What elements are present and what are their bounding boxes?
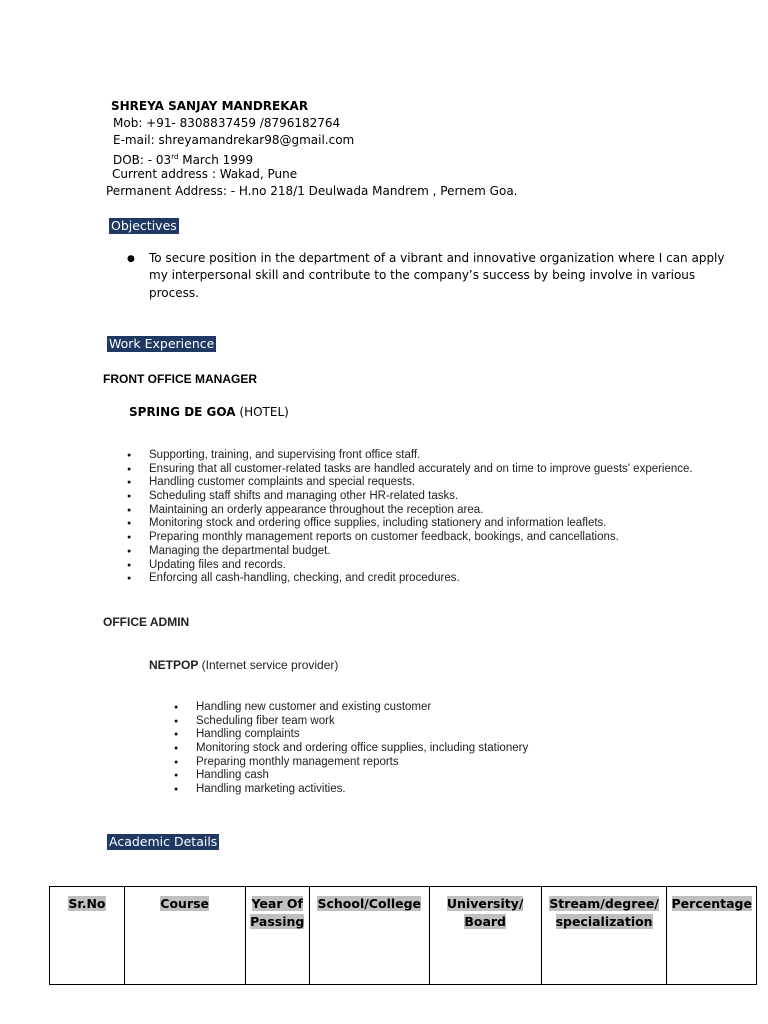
objective-bullet: ●: [127, 254, 135, 264]
list-item: ● Scheduling staff shifts and managing other HR-related tasks.: [149, 490, 693, 504]
list-item: ● Monitoring stock and ordering office supplies, including stationery: [196, 742, 528, 756]
column-header-sr-no: Sr.No: [50, 887, 125, 985]
column-header-course: Course: [124, 887, 245, 985]
list-item: ● Enforcing all cash-handling, checking, and credit procedures.: [149, 572, 693, 586]
table-header-row: [50, 887, 757, 985]
list-item: ● Handling cash: [196, 769, 528, 783]
column-header-university-board: University/ Board: [429, 887, 541, 985]
dob-suffix: March 1999: [178, 153, 254, 167]
list-item: ● Handling marketing activities.: [196, 783, 528, 797]
job-2-duties-list: [196, 701, 528, 797]
job-1-company-note: (HOTEL): [235, 405, 289, 419]
list-item: ● Supporting, training, and supervising front office staff.: [149, 449, 693, 463]
job-1-company: [129, 405, 289, 419]
job-2-company-name: NETPOP: [149, 658, 199, 672]
objective-line-1: To secure position in the department of a vibrant and innovative organization where I can apply: [149, 251, 725, 265]
column-header-school-college: School/College: [309, 887, 429, 985]
job-1-duties-list: [149, 449, 693, 586]
dob-prefix: DOB: - 03: [113, 153, 172, 167]
objective-line-3: process.: [149, 286, 199, 300]
list-item: ● Handling customer complaints and special requests.: [149, 476, 693, 490]
list-item: ● Preparing monthly management reports on customer feedback, bookings, and cancellations.: [149, 531, 693, 545]
mobile-number: Mob: +91- 8308837459 /8796182764: [113, 116, 341, 130]
academic-details-heading: Academic Details: [109, 834, 218, 849]
job-2-role: OFFICE ADMIN: [103, 615, 190, 629]
list-item: ● Preparing monthly management reports: [196, 756, 528, 770]
candidate-name: SHREYA SANJAY MANDREKAR: [111, 99, 309, 113]
list-item: ● Scheduling fiber team work: [196, 715, 528, 729]
list-item: ● Maintaining an orderly appearance throughout the reception area.: [149, 504, 693, 518]
job-2-company: [149, 658, 338, 672]
dob-superscript: rd: [171, 153, 179, 161]
academic-details-table: [49, 886, 757, 985]
list-item: ● Monitoring stock and ordering office supplies, including stationery and information leaflets.: [149, 517, 693, 531]
work-experience-heading: Work Experience: [109, 336, 215, 351]
column-header-stream-degree: Stream/degree/ specialization: [541, 887, 667, 985]
column-header-percentage: Percentage: [667, 887, 757, 985]
list-item: ● Managing the departmental budget.: [149, 545, 693, 559]
email-address: E-mail: shreyamandrekar98@gmail.com: [113, 133, 355, 147]
job-1-company-name: SPRING DE GOA: [129, 405, 236, 419]
list-item: ● Handling complaints: [196, 728, 528, 742]
list-item: ● Updating files and records.: [149, 559, 693, 573]
current-address: Current address : Wakad, Pune: [112, 167, 298, 181]
job-2-company-note: (Internet service provider): [198, 658, 339, 672]
job-1-role: FRONT OFFICE MANAGER: [103, 372, 257, 386]
list-item: ● Handling new customer and existing customer: [196, 701, 528, 715]
objectives-heading: Objectives: [111, 218, 177, 233]
permanent-address: Permanent Address: - H.no 218/1 Deulwada Mandrem , Pernem Goa.: [106, 184, 518, 198]
list-item: ● Ensuring that all customer-related tasks are handled accurately and on time to improve guests' experience.: [149, 463, 693, 477]
column-header-year-of-passing: Year Of Passing: [245, 887, 309, 985]
objective-line-2: my interpersonal skill and contribute to the company’s success by being involve in various: [149, 268, 696, 282]
